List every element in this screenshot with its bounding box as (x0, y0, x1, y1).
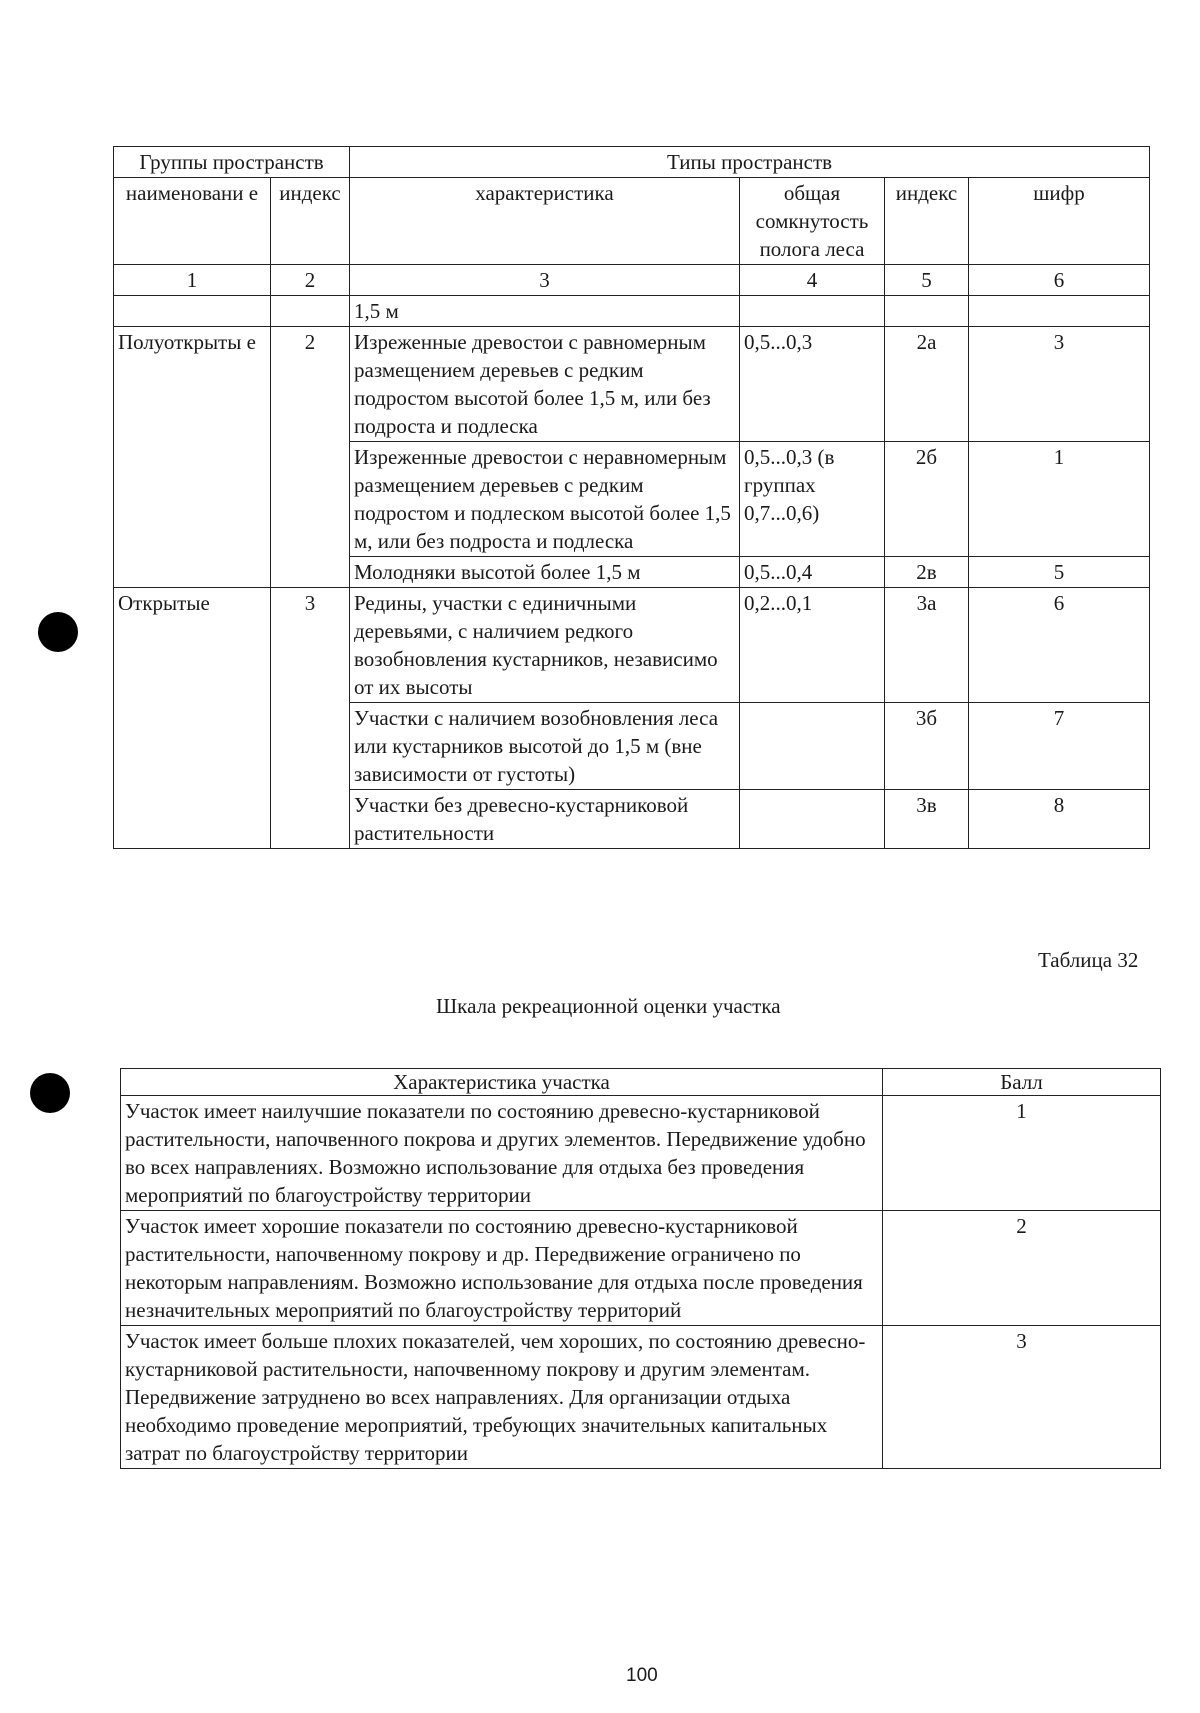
type-closure: 0,5...0,4 (740, 557, 885, 588)
table-row (114, 327, 1150, 442)
type-code: 1 (969, 442, 1150, 557)
table-subheader-row (114, 178, 1150, 265)
carry-over-text: 1,5 м (350, 296, 740, 327)
table-row (121, 1096, 1161, 1211)
header-types: Типы пространств (350, 147, 1150, 178)
header-score: Балл (883, 1069, 1161, 1096)
type-characteristic: Молодняки высотой более 1,5 м (350, 557, 740, 588)
type-characteristic: Изреженные древостои с неравномерным размещением деревьев с редким подростом и подлеском высотой более 1,5 м, или без подроста и подлеска (350, 442, 740, 557)
table-cell (885, 296, 969, 327)
column-number: 6 (969, 265, 1150, 296)
column-number: 2 (271, 265, 350, 296)
space-types-table (113, 146, 1150, 849)
type-characteristic: Участки с наличием возобновления леса или кустарников высотой до 1,5 м (вне зависимости от густоты) (350, 703, 740, 790)
type-code: 3 (969, 327, 1150, 442)
group-name: Полуоткрыты е (114, 327, 271, 588)
header-characteristic: характеристика (350, 178, 740, 265)
header-characteristic: Характеристика участка (121, 1069, 883, 1096)
table-row (121, 1211, 1161, 1326)
type-code: 8 (969, 790, 1150, 849)
recreation-score-table (120, 1068, 1161, 1469)
type-index: 2а (885, 327, 969, 442)
column-number: 3 (350, 265, 740, 296)
type-closure: 0,5...0,3 (в группах 0,7...0,6) (740, 442, 885, 557)
area-score: 1 (883, 1096, 1161, 1211)
type-index: 3в (885, 790, 969, 849)
table-header-row (121, 1069, 1161, 1096)
type-closure (740, 703, 885, 790)
type-characteristic: Изреженные древостои с равномерным размещением деревьев с редким подростом высотой более 1,5 м, или без подроста и подлеска (350, 327, 740, 442)
type-code: 7 (969, 703, 1150, 790)
table-title: Шкала рекреационной оценки участка (436, 994, 781, 1018)
type-characteristic: Участки без древесно-кустарниковой растительности (350, 790, 740, 849)
type-closure: 0,2...0,1 (740, 588, 885, 703)
header-name: наименовани е (114, 178, 271, 265)
header-type-index: индекс (885, 178, 969, 265)
column-numbers-row (114, 265, 1150, 296)
column-number: 1 (114, 265, 271, 296)
punch-hole-lower (30, 1073, 70, 1113)
area-characteristic: Участок имеет хорошие показатели по состоянию древесно-кустарниковой растительности, напочвенному покрову и др. Передвижение ограничено по некоторым направлениям. Возможно использование для отдыха после проведения незначительных мероприятий по благоустройству территорий (121, 1211, 883, 1326)
column-number: 5 (885, 265, 969, 296)
column-number: 4 (740, 265, 885, 296)
page-number: 100 (626, 1665, 658, 1686)
table-header-row (114, 147, 1150, 178)
table-cell (271, 296, 350, 327)
type-index: 3а (885, 588, 969, 703)
header-code: шифр (969, 178, 1150, 265)
table-cell (114, 296, 271, 327)
type-closure: 0,5...0,3 (740, 327, 885, 442)
type-characteristic: Редины, участки с единичными деревьями, с наличием редкого возобновления кустарников, независимо от их высоты (350, 588, 740, 703)
table-row (114, 296, 1150, 327)
type-index: 3б (885, 703, 969, 790)
group-index: 2 (271, 327, 350, 588)
area-characteristic: Участок имеет наилучшие показатели по состоянию древесно-кустарниковой растительности, напочвенного покрова и других элементов. Передвижение удобно во всех направлениях. Возможно использование для отдыха без проведения мероприятий по благоустройству территории (121, 1096, 883, 1211)
table-row (114, 588, 1150, 703)
area-score: 3 (883, 1326, 1161, 1469)
group-index: 3 (271, 588, 350, 849)
header-closure: общая сомкнутость полога леса (740, 178, 885, 265)
area-characteristic: Участок имеет больше плохих показателей, чем хороших, по состоянию древесно-кустарниковой растительности, напочвенному покрову и другим элементам. Передвижение затруднено во всех направлениях. Для организации отдыха необходимо проведение мероприятий, требующих значительных капитальных затрат по благоустройству территории (121, 1326, 883, 1469)
table-row (121, 1326, 1161, 1469)
table-label: Таблица 32 (1038, 948, 1139, 972)
table-cell (969, 296, 1150, 327)
type-index: 2б (885, 442, 969, 557)
punch-hole-upper (38, 612, 78, 652)
area-score: 2 (883, 1211, 1161, 1326)
table-cell (740, 296, 885, 327)
group-name: Открытые (114, 588, 271, 849)
type-closure (740, 790, 885, 849)
type-code: 6 (969, 588, 1150, 703)
type-index: 2в (885, 557, 969, 588)
header-index: индекс (271, 178, 350, 265)
header-groups: Группы пространств (114, 147, 350, 178)
type-code: 5 (969, 557, 1150, 588)
